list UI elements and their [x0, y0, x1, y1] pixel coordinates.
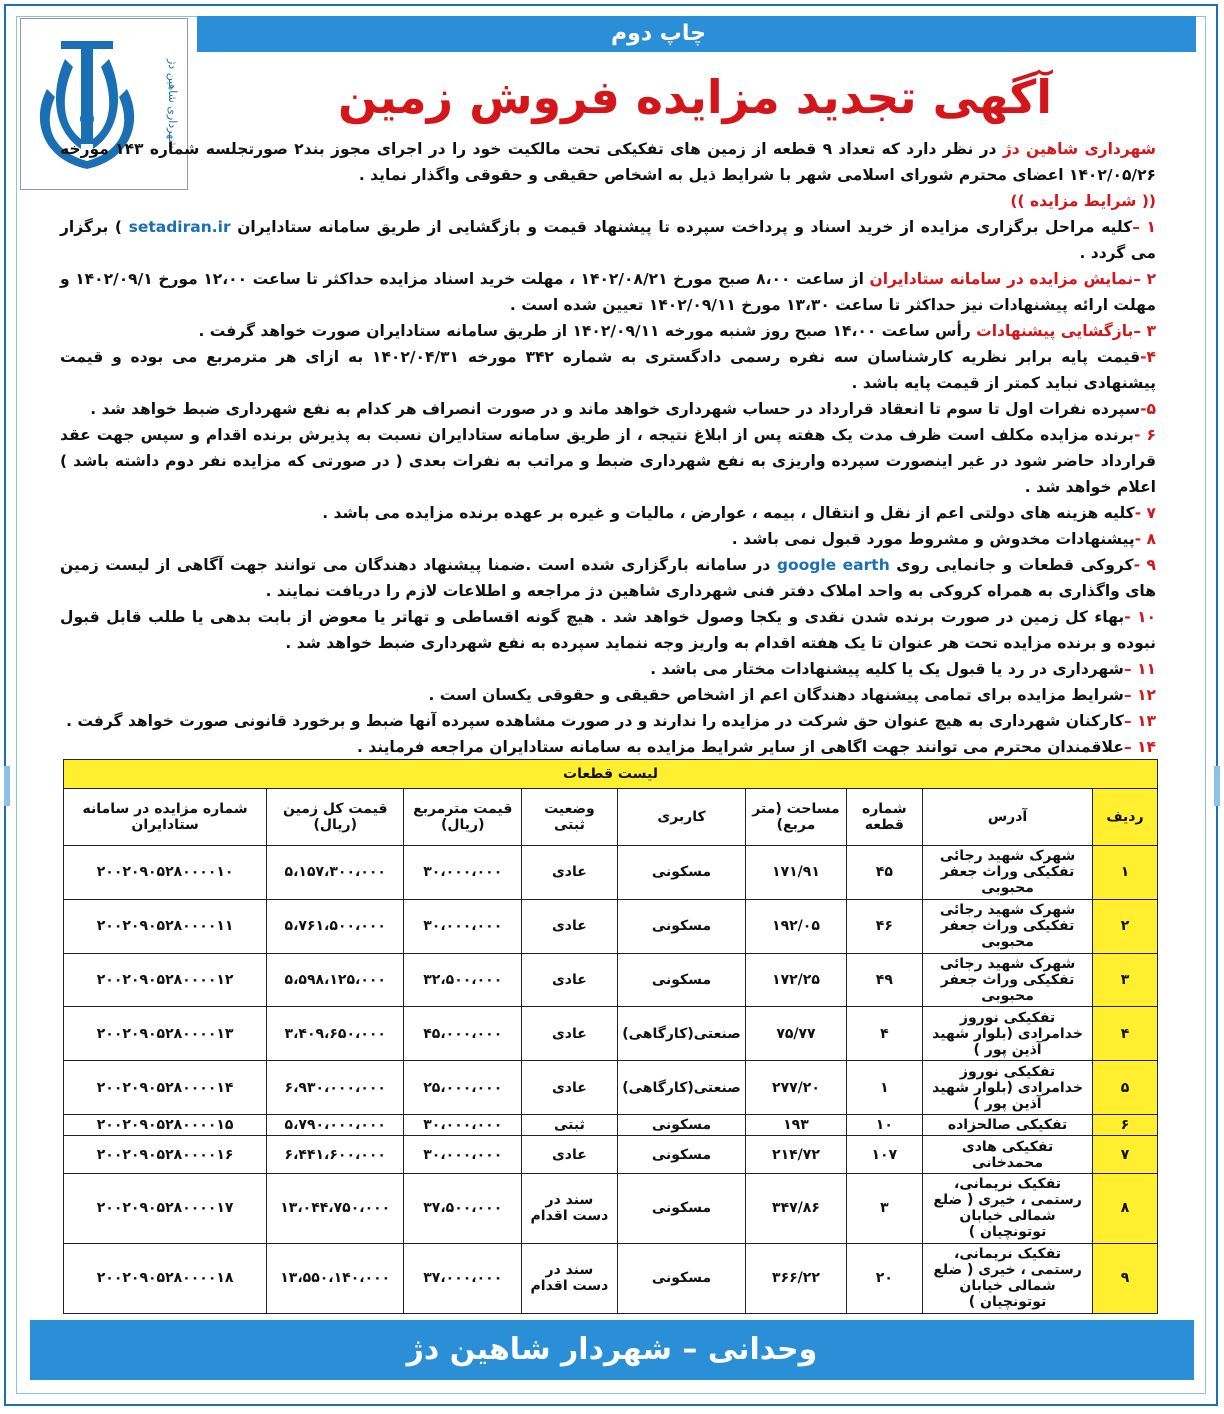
- table-cell: ۴: [1092, 1007, 1157, 1061]
- logo-text: شهرداری شاهین دژ: [166, 59, 179, 149]
- table-cell: ۳۰،۰۰۰،۰۰۰: [404, 1136, 522, 1174]
- table-caption: لیست قطعات: [64, 760, 1158, 789]
- table-cell: ۴۹: [846, 953, 923, 1007]
- table-cell: ۲۰۰۲۰۹۰۵۲۸۰۰۰۰۱۵: [64, 1114, 267, 1135]
- table-cell: ۸: [1092, 1173, 1157, 1243]
- table-cell: ۲۰: [846, 1243, 923, 1313]
- table-cell: عادی: [522, 899, 617, 953]
- table-cell: تفکیکی هادی محمدخانی: [923, 1136, 1093, 1174]
- plots-table: [63, 759, 1158, 1314]
- table-header-row: [64, 789, 1158, 846]
- condition-item: [60, 708, 1156, 734]
- condition-text-end: در سامانه بارگزاری شده است .ضمنا پیشنهاد دهندگان می توانند جهت آگاهی از لیست زمین های واگذاری به همراه کروکی به واحد املاک دفتر فنی شهرداری شاهین دژ مراجعه و اطلاعات لازم را دریافت نمایند .: [60, 556, 1156, 600]
- table-cell: ۴۵،۰۰۰،۰۰۰: [404, 1007, 522, 1061]
- table-cell: مسکونی: [617, 899, 746, 953]
- condition-number: ۷ -: [1134, 504, 1156, 522]
- condition-item: [60, 344, 1156, 396]
- condition-item: [60, 682, 1156, 708]
- table-cell: ۳: [846, 1173, 923, 1243]
- condition-text: کلیه هزینه های دولتی اعم از نقل و انتقال ، بیمه ، عوارض ، مالیات و غیره بر عهده برنده مزایده می باشد .: [322, 504, 1135, 522]
- condition-text: کلیه مراحل برگزاری مزایده از خرید اسناد و پرداخت سپرده تا پیشنهاد قیمت و بازگشایی از طریق سامانه ستادایران: [230, 218, 1133, 236]
- condition-number: ۱۰ -: [1124, 608, 1156, 626]
- column-header: قیمت کل زمین (ریال): [267, 789, 404, 846]
- table-cell: ۱۳،۰۴۴،۷۵۰،۰۰۰: [267, 1173, 404, 1243]
- condition-item: [60, 318, 1156, 344]
- condition-text-end: ) برگزار می گردد .: [60, 218, 1156, 262]
- table-cell: تفکیک نریمانی، رستمی ، خیری ( ضلع شمالی خیابان توتونچیان ): [923, 1243, 1093, 1313]
- table-cell: مسکونی: [617, 1173, 746, 1243]
- column-header: مساحت (متر مربع): [746, 789, 846, 846]
- condition-item: [60, 422, 1156, 500]
- table-cell: ۹: [1092, 1243, 1157, 1313]
- table-cell: عادی: [522, 953, 617, 1007]
- column-header: شماره مزایده در سامانه ستادایران: [64, 789, 267, 846]
- table-cell: ۵،۵۹۸،۱۲۵،۰۰۰: [267, 953, 404, 1007]
- table-cell: ۵: [1092, 1061, 1157, 1115]
- table-cell: ۶،۹۳۰،۰۰۰،۰۰۰: [267, 1061, 404, 1115]
- table-cell: ۶: [1092, 1114, 1157, 1135]
- table-cell: ۷۵/۷۷: [746, 1007, 846, 1061]
- table-cell: عادی: [522, 1061, 617, 1115]
- table-cell: ۲: [1092, 899, 1157, 953]
- conditions-list: [60, 214, 1156, 760]
- table-cell: ۱۰۷: [846, 1136, 923, 1174]
- condition-item: [60, 526, 1156, 552]
- condition-text: علاقمندان محترم می توانند جهت اگاهی از سایر شرایط مزایده به سامانه ستادایران مراجعه فرمایند .: [357, 738, 1124, 756]
- signature-bar: وحدانی – شهردار شاهین دژ: [30, 1320, 1194, 1380]
- condition-number: ۳ –: [1133, 322, 1156, 340]
- table-cell: عادی: [522, 1007, 617, 1061]
- table-cell: ۲۷۷/۲۰: [746, 1061, 846, 1115]
- condition-highlight: نمایش مزایده در سامانه ستادایران: [869, 270, 1134, 288]
- table-cell: تفکیکی نوروز خدامرادی (بلوار شهید آذین پور ): [923, 1061, 1093, 1115]
- condition-item: [60, 656, 1156, 682]
- table-row: [64, 1136, 1158, 1174]
- condition-text: رأس ساعت ۱۴،۰۰ صبح روز شنبه مورخه ۱۴۰۲/۰۹/۱۱ از طریق سامانه ستادایران صورت خواهد گرفت .: [198, 322, 977, 340]
- table-row: [64, 1114, 1158, 1135]
- table-cell: ۴: [846, 1007, 923, 1061]
- table-cell: ۱۷۲/۲۵: [746, 953, 846, 1007]
- column-header: قیمت مترمربع (ریال): [404, 789, 522, 846]
- condition-item: [60, 266, 1156, 318]
- condition-text: سپرده نفرات اول تا سوم تا انعقاد قرارداد در حساب شهرداری خواهد ماند و در صورت انصراف هر کدام به نفع شهرداری ضبط خواهد شد .: [90, 400, 1141, 418]
- table-cell: ۳۰،۰۰۰،۰۰۰: [404, 899, 522, 953]
- table-cell: عادی: [522, 846, 617, 900]
- table-cell: مسکونی: [617, 1114, 746, 1135]
- table-cell: ۳،۴۰۹،۶۵۰،۰۰۰: [267, 1007, 404, 1061]
- condition-item: [60, 604, 1156, 656]
- table-cell: ۱: [1092, 846, 1157, 900]
- table-cell: شهرک شهید رجائی تفکیکی وراث جعفر محبوبی: [923, 846, 1093, 900]
- condition-number: ۱۳ –: [1123, 712, 1156, 730]
- table-cell: ۲۰۰۲۰۹۰۵۲۸۰۰۰۰۱۶: [64, 1136, 267, 1174]
- table-cell: ۲۰۰۲۰۹۰۵۲۸۰۰۰۰۱۱: [64, 899, 267, 953]
- condition-text: پیشنهادات مخدوش و مشروط مورد قبول نمی باشد .: [731, 530, 1135, 548]
- column-header: کاربری: [617, 789, 746, 846]
- condition-text: شهرداری در رد یا قبول یک یا کلیه پیشنهادات مختار می باشد .: [650, 660, 1124, 678]
- condition-number: ۴-: [1140, 348, 1157, 366]
- table-caption-row: [64, 760, 1158, 789]
- table-cell: ۱۷۱/۹۱: [746, 846, 846, 900]
- conditions-title: (( شرایط مزایده )): [1010, 192, 1156, 210]
- intro-org: شهرداری شاهین دژ: [1002, 140, 1156, 158]
- condition-item: [60, 214, 1156, 266]
- table-cell: ۱۹۳: [746, 1114, 846, 1135]
- table-cell: مسکونی: [617, 846, 746, 900]
- condition-text: کارکنان شهرداری به هیچ عنوان حق شرکت در مزایده را ندارند و در صورت مشاهده سپرده آنها ضبط و برخورد قانونی صورت خواهد گرفت .: [66, 712, 1124, 730]
- table-row: [64, 953, 1158, 1007]
- table-cell: مسکونی: [617, 953, 746, 1007]
- table-row: [64, 1061, 1158, 1115]
- table-cell: ۳۰،۰۰۰،۰۰۰: [404, 1114, 522, 1135]
- condition-number: ۱ –: [1132, 218, 1156, 236]
- page-title: آگهی تجدید مزایده فروش زمین: [337, 70, 1053, 124]
- table-cell: ۳۰،۰۰۰،۰۰۰: [404, 846, 522, 900]
- table-cell: ۲۰۰۲۰۹۰۵۲۸۰۰۰۰۱۳: [64, 1007, 267, 1061]
- table-row: [64, 899, 1158, 953]
- table-cell: ۷: [1092, 1136, 1157, 1174]
- table-cell: ۲۰۰۲۰۹۰۵۲۸۰۰۰۰۱۰: [64, 846, 267, 900]
- table-cell: سند در دست اقدام: [522, 1243, 617, 1313]
- table-cell: ۲۰۰۲۰۹۰۵۲۸۰۰۰۰۱۲: [64, 953, 267, 1007]
- side-mark-right: [1214, 766, 1220, 806]
- table-cell: ۲۱۴/۷۲: [746, 1136, 846, 1174]
- table-cell: ۲۵،۰۰۰،۰۰۰: [404, 1061, 522, 1115]
- condition-text: بهاء کل زمین در صورت برنده شدن نقدی و یکجا وصول خواهد شد . هیچ گونه اقساطی و تهاتر یا معوض از بابت بدهی یا طلب قابل قبول نبوده و برنده مزایده تحت هر عنوان تا یک هفته اقدام به واریز وجه ننماید سپرده به نفع شهرداری ضبط خواهد شد .: [60, 608, 1156, 652]
- condition-item: [60, 552, 1156, 604]
- column-header: ردیف: [1092, 789, 1157, 846]
- table-row: [64, 1173, 1158, 1243]
- table-cell: صنعتی(کارگاهی): [617, 1061, 746, 1115]
- table-cell: ۱۹۲/۰۵: [746, 899, 846, 953]
- table-cell: مسکونی: [617, 1243, 746, 1313]
- table-cell: ۳۷،۰۰۰،۰۰۰: [404, 1243, 522, 1313]
- condition-number: ۱۱ –: [1123, 660, 1156, 678]
- condition-number: ۲ –: [1133, 270, 1157, 288]
- table-cell: صنعتی(کارگاهی): [617, 1007, 746, 1061]
- table-cell: عادی: [522, 1136, 617, 1174]
- condition-text: قیمت پایه برابر نظریه کارشناسان سه نفره رسمی دادگستری به شماره ۳۴۲ مورخه ۱۴۰۲/۰۴/۳۱ به ازای هر مترمربع می بوده و قیمت پیشنهادی نباید کمتر از قیمت پایه باشد .: [60, 348, 1156, 392]
- table-cell: ۲۰۰۲۰۹۰۵۲۸۰۰۰۰۱۸: [64, 1243, 267, 1313]
- table-cell: ۴۵: [846, 846, 923, 900]
- column-header: شماره قطعه: [846, 789, 923, 846]
- table-cell: ثبتی: [522, 1114, 617, 1135]
- table-cell: ۱۳،۵۵۰،۱۴۰،۰۰۰: [267, 1243, 404, 1313]
- table-cell: تفکیک نریمانی، رستمی ، خیری ( ضلع شمالی خیابان توتونچیان ): [923, 1173, 1093, 1243]
- table-row: [64, 1243, 1158, 1313]
- condition-text: شرایط مزایده برای تمامی پیشنهاد دهندگان اعم از اشخاص حقیقی و حقوقی یکسان است .: [428, 686, 1124, 704]
- table-cell: ۳۴۷/۸۶: [746, 1173, 846, 1243]
- condition-text: کروکی قطعات و جانمایی روی: [889, 556, 1134, 574]
- condition-number: ۶ -: [1134, 426, 1156, 444]
- column-header: وضعیت ثبتی: [522, 789, 617, 846]
- table-cell: شهرک شهید رجائی تفکیکی وراث جعفر محبوبی: [923, 899, 1093, 953]
- table-cell: ۵،۱۵۷،۳۰۰،۰۰۰: [267, 846, 404, 900]
- condition-highlight: بازگشایی پیشنهادات: [976, 322, 1134, 340]
- plots-table-wrapper: [63, 759, 1158, 1314]
- table-cell: مسکونی: [617, 1136, 746, 1174]
- column-header: آدرس: [923, 789, 1093, 846]
- table-cell: ۳۲،۵۰۰،۰۰۰: [404, 953, 522, 1007]
- table-row: [64, 846, 1158, 900]
- table-cell: ۱: [846, 1061, 923, 1115]
- table-row: [64, 1007, 1158, 1061]
- table-cell: شهرک شهید رجائی تفکیکی وراث جعفر محبوبی: [923, 953, 1093, 1007]
- condition-number: ۱۲ –: [1123, 686, 1156, 704]
- condition-number: ۱۴ –: [1123, 738, 1156, 756]
- condition-text: از ساعت ۸،۰۰ صبح مورخ ۱۴۰۲/۰۸/۲۱ ، مهلت خرید اسناد مزایده حداکثر تا ساعت ۱۲،۰۰ مورخ ۱۴۰۲/۰۹/۱ و مهلت ارائه پیشنهادات نیز حداکثر تا ساعت ۱۳،۳۰ مورخ ۱۴۰۲/۰۹/۱۱ تعیین شده است .: [60, 270, 1156, 314]
- condition-item: [60, 500, 1156, 526]
- side-mark-left: [4, 766, 10, 806]
- table-cell: ۳۶۶/۲۲: [746, 1243, 846, 1313]
- table-cell: سند در دست اقدام: [522, 1173, 617, 1243]
- condition-item: [60, 734, 1156, 760]
- table-cell: ۶،۴۴۱،۶۰۰،۰۰۰: [267, 1136, 404, 1174]
- table-cell: ۵،۷۹۰،۰۰۰،۰۰۰: [267, 1114, 404, 1135]
- condition-link[interactable]: setadiran.ir: [128, 218, 231, 236]
- condition-text: برنده مزایده مکلف است ظرف مدت یک هفته پس از ابلاغ نتیجه ، از طریق سامانه ستادایران نسبت به پذیرش برنده اقدام و سپس جهت عقد قرارداد حاضر شود در غیر اینصورت سپرده واریزی به نفع شهرداری ضبط و مراتب به نفرات بعدی ( در صورتی که مزایده نفر دوم داشته باشد ) اعلام خواهد شد .: [60, 426, 1156, 496]
- condition-item: [60, 396, 1156, 422]
- condition-number: ۹ -: [1133, 556, 1156, 574]
- condition-number: ۸ -: [1134, 530, 1156, 548]
- intro-text: در نظر دارد که تعداد ۹ قطعه از زمین های تفکیکی تحت مالکیت خود را در اجرای مجوز بند۲ صورتجلسه شماره ۱۴۳ مورخه ۱۴۰۲/۰۵/۲۶ اعضای محترم شورای اسلامی شهر با شرایط ذیل به اشخاص حقیقی و حقوقی واگذار نماید .: [60, 140, 1156, 184]
- condition-link[interactable]: google earth: [776, 556, 890, 574]
- intro-paragraph: [60, 136, 1156, 188]
- table-cell: ۱۰: [846, 1114, 923, 1135]
- table-cell: تفکیکی نوروز خدامرادی (بلوار شهید آذین پور ): [923, 1007, 1093, 1061]
- announcement-body: [60, 136, 1156, 760]
- table-cell: ۲۰۰۲۰۹۰۵۲۸۰۰۰۰۱۴: [64, 1061, 267, 1115]
- table-cell: ۵،۷۶۱،۵۰۰،۰۰۰: [267, 899, 404, 953]
- table-cell: ۳۷،۵۰۰،۰۰۰: [404, 1173, 522, 1243]
- table-cell: تفکیکی صالحزاده: [923, 1114, 1093, 1135]
- table-cell: ۳: [1092, 953, 1157, 1007]
- table-cell: ۴۶: [846, 899, 923, 953]
- print-edition-bar: چاپ دوم: [197, 16, 1196, 52]
- condition-number: ۵-: [1140, 400, 1156, 418]
- table-cell: ۲۰۰۲۰۹۰۵۲۸۰۰۰۰۱۷: [64, 1173, 267, 1243]
